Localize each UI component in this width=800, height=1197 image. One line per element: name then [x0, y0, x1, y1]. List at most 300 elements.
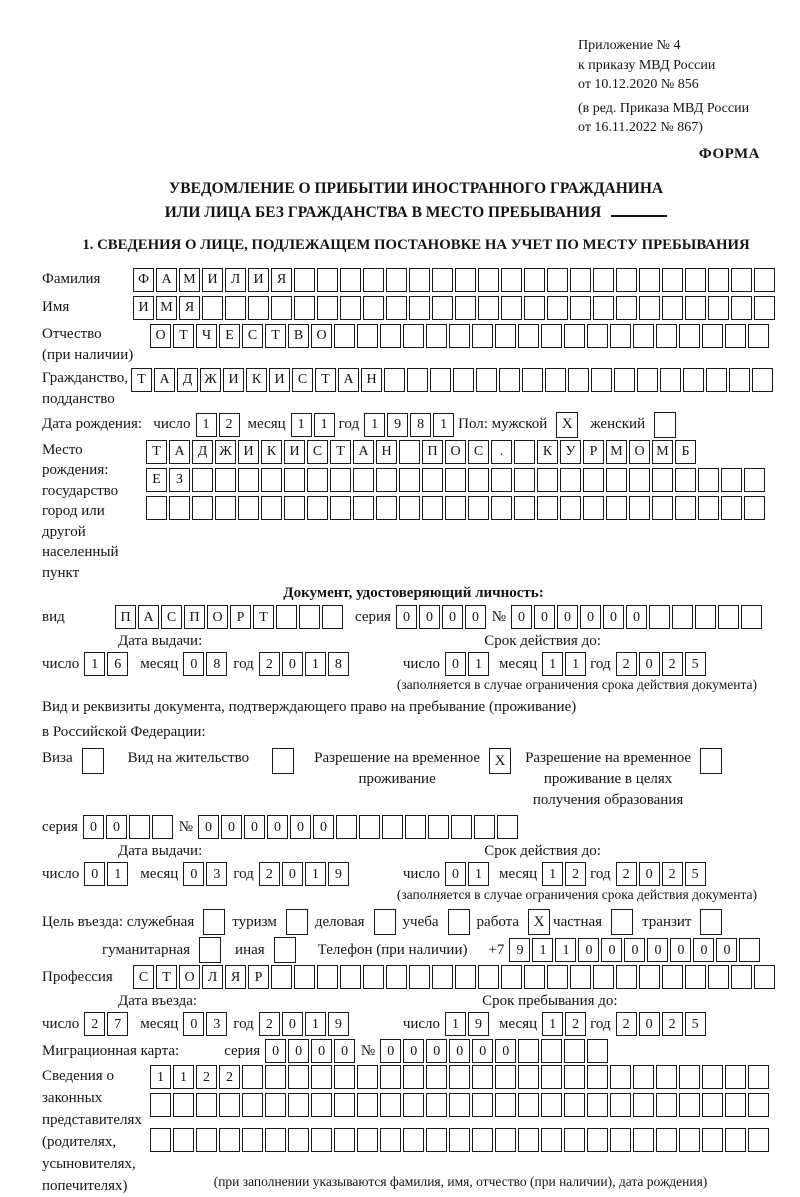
char-cell[interactable] — [560, 496, 581, 520]
char-cell[interactable] — [679, 324, 700, 348]
char-cell[interactable] — [495, 1128, 516, 1152]
char-cell[interactable] — [514, 468, 535, 492]
char-cell[interactable]: И — [238, 440, 259, 464]
temporary-residence-education-checkbox[interactable] — [700, 748, 722, 774]
char-cell[interactable]: 9 — [509, 938, 530, 962]
char-cell[interactable] — [242, 1065, 263, 1089]
char-cell[interactable] — [376, 496, 397, 520]
char-cell[interactable] — [242, 1093, 263, 1117]
char-cell[interactable] — [336, 815, 357, 839]
char-cell[interactable] — [340, 268, 361, 292]
char-cell[interactable] — [380, 1093, 401, 1117]
char-cell[interactable]: П — [115, 605, 136, 629]
char-cell[interactable] — [468, 468, 489, 492]
char-cell[interactable]: 9 — [387, 413, 408, 437]
char-cell[interactable] — [656, 1093, 677, 1117]
char-cell[interactable] — [340, 965, 361, 989]
temporary-residence-checkbox[interactable]: X — [489, 748, 511, 774]
char-cell[interactable]: Т — [156, 965, 177, 989]
char-cell[interactable] — [248, 296, 269, 320]
char-cell[interactable] — [449, 1128, 470, 1152]
char-cell[interactable] — [455, 268, 476, 292]
char-cell[interactable] — [721, 496, 742, 520]
char-cell[interactable]: 2 — [662, 1012, 683, 1036]
char-cell[interactable] — [583, 496, 604, 520]
char-cell[interactable]: 0 — [626, 605, 647, 629]
char-cell[interactable]: 0 — [670, 938, 691, 962]
visa-checkbox[interactable] — [82, 748, 104, 774]
char-cell[interactable] — [353, 468, 374, 492]
char-cell[interactable] — [649, 605, 670, 629]
char-cell[interactable] — [284, 468, 305, 492]
char-cell[interactable] — [616, 296, 637, 320]
char-cell[interactable] — [754, 268, 775, 292]
char-cell[interactable] — [522, 368, 543, 392]
char-cell[interactable] — [731, 268, 752, 292]
char-cell[interactable] — [478, 965, 499, 989]
char-cell[interactable]: Л — [225, 268, 246, 292]
char-cell[interactable] — [537, 468, 558, 492]
char-cell[interactable] — [541, 324, 562, 348]
char-cell[interactable] — [614, 368, 635, 392]
char-cell[interactable] — [564, 1039, 585, 1063]
char-cell[interactable] — [591, 368, 612, 392]
char-cell[interactable]: 1 — [291, 413, 312, 437]
char-cell[interactable] — [633, 324, 654, 348]
char-cell[interactable] — [491, 496, 512, 520]
char-cell[interactable] — [633, 1093, 654, 1117]
char-cell[interactable]: 0 — [639, 652, 660, 676]
char-cell[interactable] — [541, 1093, 562, 1117]
char-cell[interactable] — [518, 1039, 539, 1063]
char-cell[interactable]: 0 — [290, 815, 311, 839]
char-cell[interactable]: А — [338, 368, 359, 392]
char-cell[interactable]: 1 — [468, 652, 489, 676]
char-cell[interactable] — [606, 468, 627, 492]
char-cell[interactable]: 3 — [206, 862, 227, 886]
char-cell[interactable] — [685, 965, 706, 989]
char-cell[interactable] — [363, 965, 384, 989]
char-cell[interactable] — [564, 1065, 585, 1089]
char-cell[interactable] — [637, 368, 658, 392]
char-cell[interactable]: А — [154, 368, 175, 392]
char-cell[interactable] — [380, 324, 401, 348]
char-cell[interactable] — [261, 496, 282, 520]
char-cell[interactable] — [265, 1128, 286, 1152]
char-cell[interactable] — [146, 496, 167, 520]
char-cell[interactable] — [409, 296, 430, 320]
char-cell[interactable]: 5 — [685, 862, 706, 886]
char-cell[interactable]: 1 — [445, 1012, 466, 1036]
char-cell[interactable] — [403, 324, 424, 348]
char-cell[interactable] — [610, 324, 631, 348]
char-cell[interactable]: Т — [131, 368, 152, 392]
char-cell[interactable]: В — [288, 324, 309, 348]
char-cell[interactable] — [219, 1093, 240, 1117]
char-cell[interactable]: 0 — [83, 815, 104, 839]
char-cell[interactable]: 0 — [601, 938, 622, 962]
char-cell[interactable] — [616, 965, 637, 989]
char-cell[interactable] — [422, 496, 443, 520]
char-cell[interactable] — [518, 324, 539, 348]
char-cell[interactable] — [744, 496, 765, 520]
char-cell[interactable] — [672, 605, 693, 629]
char-cell[interactable] — [541, 1065, 562, 1089]
char-cell[interactable] — [725, 1065, 746, 1089]
char-cell[interactable] — [196, 1093, 217, 1117]
char-cell[interactable]: О — [179, 965, 200, 989]
char-cell[interactable] — [169, 496, 190, 520]
char-cell[interactable] — [616, 268, 637, 292]
char-cell[interactable] — [455, 296, 476, 320]
char-cell[interactable] — [514, 440, 535, 464]
char-cell[interactable] — [741, 605, 762, 629]
char-cell[interactable]: 0 — [313, 815, 334, 839]
char-cell[interactable] — [432, 296, 453, 320]
char-cell[interactable] — [695, 605, 716, 629]
char-cell[interactable] — [662, 268, 683, 292]
char-cell[interactable]: П — [184, 605, 205, 629]
char-cell[interactable]: 1 — [565, 652, 586, 676]
char-cell[interactable] — [311, 1093, 332, 1117]
char-cell[interactable]: Т — [315, 368, 336, 392]
char-cell[interactable] — [432, 268, 453, 292]
char-cell[interactable] — [537, 496, 558, 520]
char-cell[interactable] — [675, 468, 696, 492]
char-cell[interactable]: Я — [179, 296, 200, 320]
char-cell[interactable] — [501, 268, 522, 292]
residence-permit-checkbox[interactable] — [272, 748, 294, 774]
char-cell[interactable]: О — [629, 440, 650, 464]
purpose-study-checkbox[interactable] — [448, 909, 470, 935]
char-cell[interactable]: 0 — [84, 862, 105, 886]
char-cell[interactable]: 0 — [716, 938, 737, 962]
char-cell[interactable]: 0 — [183, 652, 204, 676]
char-cell[interactable]: 0 — [334, 1039, 355, 1063]
char-cell[interactable] — [524, 296, 545, 320]
char-cell[interactable] — [399, 496, 420, 520]
char-cell[interactable] — [399, 440, 420, 464]
char-cell[interactable]: Т — [146, 440, 167, 464]
char-cell[interactable]: 1 — [532, 938, 553, 962]
char-cell[interactable]: 1 — [196, 413, 217, 437]
char-cell[interactable] — [541, 1128, 562, 1152]
char-cell[interactable]: 2 — [616, 862, 637, 886]
purpose-transit-checkbox[interactable] — [700, 909, 722, 935]
char-cell[interactable]: 0 — [282, 652, 303, 676]
char-cell[interactable] — [311, 1128, 332, 1152]
char-cell[interactable]: 5 — [685, 1012, 706, 1036]
char-cell[interactable] — [340, 296, 361, 320]
char-cell[interactable]: 3 — [206, 1012, 227, 1036]
char-cell[interactable] — [629, 496, 650, 520]
char-cell[interactable] — [449, 1065, 470, 1089]
char-cell[interactable] — [173, 1128, 194, 1152]
char-cell[interactable] — [652, 468, 673, 492]
char-cell[interactable]: 1 — [314, 413, 335, 437]
char-cell[interactable] — [610, 1093, 631, 1117]
char-cell[interactable] — [307, 468, 328, 492]
char-cell[interactable]: 1 — [542, 652, 563, 676]
char-cell[interactable] — [725, 324, 746, 348]
char-cell[interactable]: 0 — [183, 862, 204, 886]
char-cell[interactable] — [150, 1093, 171, 1117]
char-cell[interactable]: 1 — [542, 862, 563, 886]
char-cell[interactable] — [430, 368, 451, 392]
char-cell[interactable] — [652, 496, 673, 520]
char-cell[interactable]: Н — [376, 440, 397, 464]
char-cell[interactable]: 0 — [267, 815, 288, 839]
char-cell[interactable] — [261, 468, 282, 492]
char-cell[interactable] — [449, 324, 470, 348]
char-cell[interactable] — [702, 1128, 723, 1152]
char-cell[interactable]: 0 — [198, 815, 219, 839]
char-cell[interactable] — [357, 1128, 378, 1152]
char-cell[interactable]: 7 — [107, 1012, 128, 1036]
char-cell[interactable]: 0 — [557, 605, 578, 629]
char-cell[interactable] — [685, 268, 706, 292]
char-cell[interactable] — [739, 938, 760, 962]
char-cell[interactable] — [422, 468, 443, 492]
char-cell[interactable] — [357, 1093, 378, 1117]
char-cell[interactable] — [754, 296, 775, 320]
char-cell[interactable]: Е — [146, 468, 167, 492]
char-cell[interactable] — [386, 965, 407, 989]
char-cell[interactable] — [583, 468, 604, 492]
char-cell[interactable] — [330, 468, 351, 492]
char-cell[interactable] — [334, 324, 355, 348]
char-cell[interactable] — [702, 1093, 723, 1117]
char-cell[interactable]: Ж — [215, 440, 236, 464]
char-cell[interactable]: 2 — [565, 1012, 586, 1036]
char-cell[interactable] — [192, 496, 213, 520]
char-cell[interactable] — [472, 324, 493, 348]
char-cell[interactable] — [330, 496, 351, 520]
purpose-other-checkbox[interactable] — [274, 937, 296, 963]
char-cell[interactable] — [357, 1065, 378, 1089]
char-cell[interactable] — [311, 1065, 332, 1089]
char-cell[interactable] — [541, 1039, 562, 1063]
char-cell[interactable]: С — [133, 965, 154, 989]
char-cell[interactable]: 2 — [565, 862, 586, 886]
char-cell[interactable]: 2 — [259, 1012, 280, 1036]
char-cell[interactable] — [242, 1128, 263, 1152]
char-cell[interactable] — [288, 1093, 309, 1117]
purpose-tourism-checkbox[interactable] — [286, 909, 308, 935]
char-cell[interactable] — [660, 368, 681, 392]
char-cell[interactable] — [449, 1093, 470, 1117]
char-cell[interactable]: Я — [225, 965, 246, 989]
char-cell[interactable] — [386, 268, 407, 292]
char-cell[interactable]: А — [169, 440, 190, 464]
char-cell[interactable]: 0 — [442, 605, 463, 629]
char-cell[interactable] — [152, 815, 173, 839]
char-cell[interactable] — [545, 368, 566, 392]
char-cell[interactable]: О — [150, 324, 171, 348]
char-cell[interactable]: 0 — [419, 605, 440, 629]
char-cell[interactable] — [524, 965, 545, 989]
char-cell[interactable] — [606, 496, 627, 520]
char-cell[interactable] — [560, 468, 581, 492]
char-cell[interactable]: 0 — [495, 1039, 516, 1063]
char-cell[interactable]: 0 — [282, 862, 303, 886]
char-cell[interactable] — [564, 1093, 585, 1117]
char-cell[interactable] — [403, 1093, 424, 1117]
char-cell[interactable] — [294, 965, 315, 989]
char-cell[interactable] — [215, 468, 236, 492]
char-cell[interactable] — [679, 1065, 700, 1089]
char-cell[interactable] — [685, 296, 706, 320]
char-cell[interactable]: 1 — [305, 652, 326, 676]
char-cell[interactable] — [639, 965, 660, 989]
char-cell[interactable] — [708, 965, 729, 989]
char-cell[interactable] — [708, 268, 729, 292]
char-cell[interactable]: Б — [675, 440, 696, 464]
char-cell[interactable] — [495, 1065, 516, 1089]
char-cell[interactable]: 0 — [693, 938, 714, 962]
char-cell[interactable]: М — [179, 268, 200, 292]
char-cell[interactable] — [334, 1093, 355, 1117]
char-cell[interactable] — [192, 468, 213, 492]
char-cell[interactable] — [748, 1093, 769, 1117]
char-cell[interactable] — [322, 605, 343, 629]
char-cell[interactable]: 0 — [311, 1039, 332, 1063]
char-cell[interactable]: 1 — [107, 862, 128, 886]
char-cell[interactable]: 2 — [84, 1012, 105, 1036]
char-cell[interactable] — [491, 468, 512, 492]
char-cell[interactable] — [698, 496, 719, 520]
char-cell[interactable]: К — [537, 440, 558, 464]
char-cell[interactable]: 0 — [265, 1039, 286, 1063]
char-cell[interactable]: А — [138, 605, 159, 629]
char-cell[interactable] — [587, 1093, 608, 1117]
char-cell[interactable] — [725, 1093, 746, 1117]
char-cell[interactable]: И — [223, 368, 244, 392]
char-cell[interactable]: 0 — [426, 1039, 447, 1063]
char-cell[interactable] — [662, 296, 683, 320]
char-cell[interactable]: А — [156, 268, 177, 292]
char-cell[interactable] — [587, 324, 608, 348]
char-cell[interactable] — [299, 605, 320, 629]
char-cell[interactable]: 0 — [603, 605, 624, 629]
char-cell[interactable]: Р — [248, 965, 269, 989]
char-cell[interactable]: 0 — [445, 652, 466, 676]
char-cell[interactable]: 2 — [196, 1065, 217, 1089]
char-cell[interactable] — [426, 1128, 447, 1152]
char-cell[interactable]: И — [269, 368, 290, 392]
char-cell[interactable] — [629, 468, 650, 492]
char-cell[interactable] — [610, 1065, 631, 1089]
char-cell[interactable] — [407, 368, 428, 392]
char-cell[interactable] — [129, 815, 150, 839]
char-cell[interactable] — [547, 296, 568, 320]
char-cell[interactable] — [518, 1065, 539, 1089]
char-cell[interactable] — [451, 815, 472, 839]
char-cell[interactable]: 2 — [616, 652, 637, 676]
char-cell[interactable]: 0 — [647, 938, 668, 962]
char-cell[interactable]: О — [445, 440, 466, 464]
char-cell[interactable] — [276, 605, 297, 629]
char-cell[interactable]: С — [307, 440, 328, 464]
char-cell[interactable] — [359, 815, 380, 839]
char-cell[interactable]: 0 — [380, 1039, 401, 1063]
char-cell[interactable] — [426, 1093, 447, 1117]
char-cell[interactable]: 1 — [150, 1065, 171, 1089]
char-cell[interactable] — [656, 324, 677, 348]
char-cell[interactable] — [468, 496, 489, 520]
char-cell[interactable] — [474, 815, 495, 839]
char-cell[interactable]: 0 — [183, 1012, 204, 1036]
char-cell[interactable]: 1 — [468, 862, 489, 886]
char-cell[interactable] — [718, 605, 739, 629]
char-cell[interactable] — [514, 496, 535, 520]
char-cell[interactable]: 9 — [468, 1012, 489, 1036]
char-cell[interactable] — [501, 296, 522, 320]
char-cell[interactable] — [265, 1065, 286, 1089]
char-cell[interactable] — [386, 296, 407, 320]
char-cell[interactable]: 0 — [221, 815, 242, 839]
char-cell[interactable] — [587, 1039, 608, 1063]
char-cell[interactable] — [382, 815, 403, 839]
char-cell[interactable]: 2 — [662, 862, 683, 886]
char-cell[interactable] — [702, 1065, 723, 1089]
char-cell[interactable] — [706, 368, 727, 392]
char-cell[interactable]: Т — [330, 440, 351, 464]
char-cell[interactable] — [656, 1065, 677, 1089]
char-cell[interactable]: 0 — [445, 862, 466, 886]
purpose-work-checkbox[interactable]: X — [528, 909, 550, 935]
char-cell[interactable] — [518, 1128, 539, 1152]
char-cell[interactable]: И — [133, 296, 154, 320]
char-cell[interactable]: 0 — [449, 1039, 470, 1063]
char-cell[interactable] — [317, 268, 338, 292]
char-cell[interactable] — [698, 468, 719, 492]
char-cell[interactable] — [432, 965, 453, 989]
char-cell[interactable] — [426, 1065, 447, 1089]
char-cell[interactable] — [472, 1128, 493, 1152]
char-cell[interactable] — [568, 368, 589, 392]
char-cell[interactable]: У — [560, 440, 581, 464]
char-cell[interactable]: 9 — [328, 1012, 349, 1036]
char-cell[interactable] — [307, 496, 328, 520]
char-cell[interactable]: 0 — [639, 862, 660, 886]
char-cell[interactable]: Т — [173, 324, 194, 348]
char-cell[interactable] — [225, 296, 246, 320]
char-cell[interactable] — [476, 368, 497, 392]
char-cell[interactable] — [731, 296, 752, 320]
char-cell[interactable]: С — [161, 605, 182, 629]
char-cell[interactable] — [708, 296, 729, 320]
char-cell[interactable]: 0 — [624, 938, 645, 962]
char-cell[interactable] — [679, 1093, 700, 1117]
char-cell[interactable] — [524, 268, 545, 292]
char-cell[interactable] — [702, 324, 723, 348]
char-cell[interactable]: 0 — [106, 815, 127, 839]
char-cell[interactable] — [472, 1065, 493, 1089]
char-cell[interactable] — [656, 1128, 677, 1152]
char-cell[interactable]: 2 — [219, 413, 240, 437]
char-cell[interactable]: О — [207, 605, 228, 629]
char-cell[interactable]: 8 — [410, 413, 431, 437]
char-cell[interactable]: . — [491, 440, 512, 464]
char-cell[interactable]: 2 — [662, 652, 683, 676]
char-cell[interactable]: 0 — [578, 938, 599, 962]
char-cell[interactable] — [495, 324, 516, 348]
char-cell[interactable] — [334, 1128, 355, 1152]
char-cell[interactable] — [499, 368, 520, 392]
char-cell[interactable]: 0 — [472, 1039, 493, 1063]
char-cell[interactable]: 0 — [244, 815, 265, 839]
